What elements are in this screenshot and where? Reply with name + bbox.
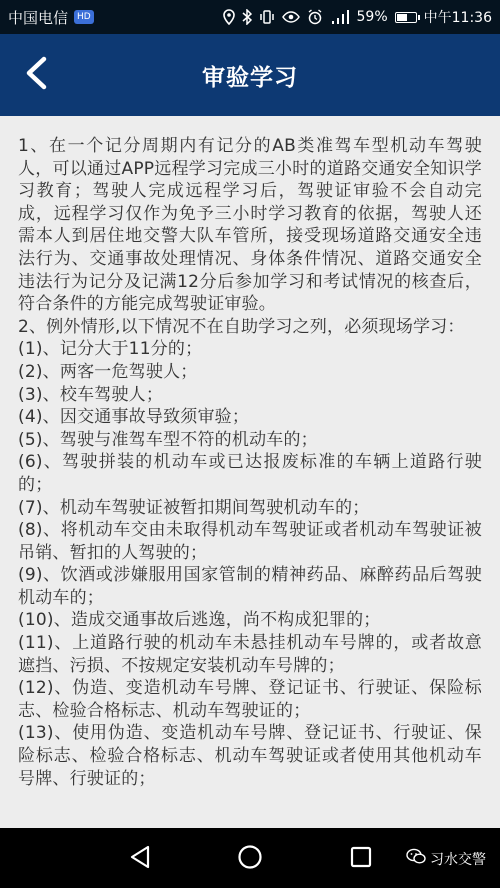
list-item: (2)、两客一危驾驶人； <box>18 361 198 382</box>
status-bar-left <box>8 7 94 28</box>
list-item: (3)、校车驾驶人； <box>18 384 164 405</box>
list-item: (4)、因交通事故导致须审验； <box>18 407 250 428</box>
circle-home-icon <box>237 844 263 874</box>
carrier-name: 中国电信 <box>8 8 69 27</box>
list-item: (8)、将机动车交由未取得机动车驾驶证或者机动车驾驶证被吊销、暂扣的人驾驶的； <box>18 520 482 563</box>
battery-icon <box>395 12 417 23</box>
battery-percent: 59% <box>356 9 388 25</box>
triangle-back-icon <box>129 845 151 873</box>
list-item: (9)、饮酒或涉嫌服用国家管制的精神药品、麻醉药品后驾驶机动车的； <box>18 565 482 608</box>
system-nav-bar <box>0 828 500 888</box>
vibrate-icon <box>259 9 275 25</box>
watermark-text: 习水交警 <box>430 851 486 868</box>
square-recents-icon <box>350 846 372 872</box>
list-item: (11)、上道路行驶的机动车未悬挂机动车号牌的，或者故意遮挡、污损、不按规定安装机动车号牌的； <box>18 633 482 676</box>
watermark <box>406 848 486 869</box>
wechat-icon <box>406 848 426 869</box>
list-item: (6)、驾驶拼装的机动车或已达报废标准的车辆上道路行驶的； <box>18 452 482 495</box>
nav-home-button[interactable] <box>235 844 265 874</box>
list-item: (10)、造成交通事故后逃逸，尚不构成犯罪的； <box>18 610 381 631</box>
chevron-left-icon <box>24 56 48 94</box>
location-icon <box>223 9 235 25</box>
status-bar-right <box>223 7 492 27</box>
nav-back-button[interactable] <box>125 844 155 874</box>
battery-fill <box>397 14 407 21</box>
content-scroll-area[interactable] <box>0 116 500 828</box>
eye-icon <box>282 10 300 24</box>
paragraph: 2、例外情形,以下情况不在自助学习之列，必须现场学习： <box>18 316 465 337</box>
signal-icon <box>330 9 350 25</box>
alarm-icon <box>307 9 323 25</box>
status-bar <box>0 0 500 34</box>
list-item: (13)、使用伪造、变造机动车号牌、登记证书、行驶证、保险标志、检验合格标志、机动车驾驶证或者使用其他机动车号牌、行驶证的； <box>18 723 482 789</box>
nav-recents-button[interactable] <box>346 844 376 874</box>
back-button[interactable] <box>18 55 54 95</box>
list-item: (7)、机动车驾驶证被暂扣期间驾驶机动车的； <box>18 497 370 518</box>
bluetooth-icon <box>242 9 252 25</box>
page-title: 审验学习 <box>202 64 298 91</box>
paragraph: 1、在一个记分周期内有记分的AB类准驾车型机动车驾驶人，可以通过APP远程学习完成三小时的道路交通安全知识学习教育；驾驶人完成远程学习后，驾驶证审验不会自动完成，远程学习仅作为免予三小时学习教育的依据，驾驶人还需本人到居住地交警大队车管所，接受现场道路交通安全违法行为、交通事故处理情况、身体条件情况、道路交通安全违法行为记分及记满12分后参加学习和考试情况的核查后，符合条件的方能完成驾驶证审验。 <box>18 136 482 315</box>
clock: 中午11:36 <box>423 10 492 26</box>
list-item: (5)、驾驶与准驾车型不符的机动车的； <box>18 429 318 450</box>
list-item: (1)、记分大于11分的； <box>18 339 203 360</box>
app-bar <box>0 34 500 116</box>
network-badge: HD <box>74 10 94 24</box>
list-item: (12)、伪造、变造机动车号牌、登记证书、行驶证、保险标志、检验合格标志、机动车驾驶证的； <box>18 678 482 721</box>
